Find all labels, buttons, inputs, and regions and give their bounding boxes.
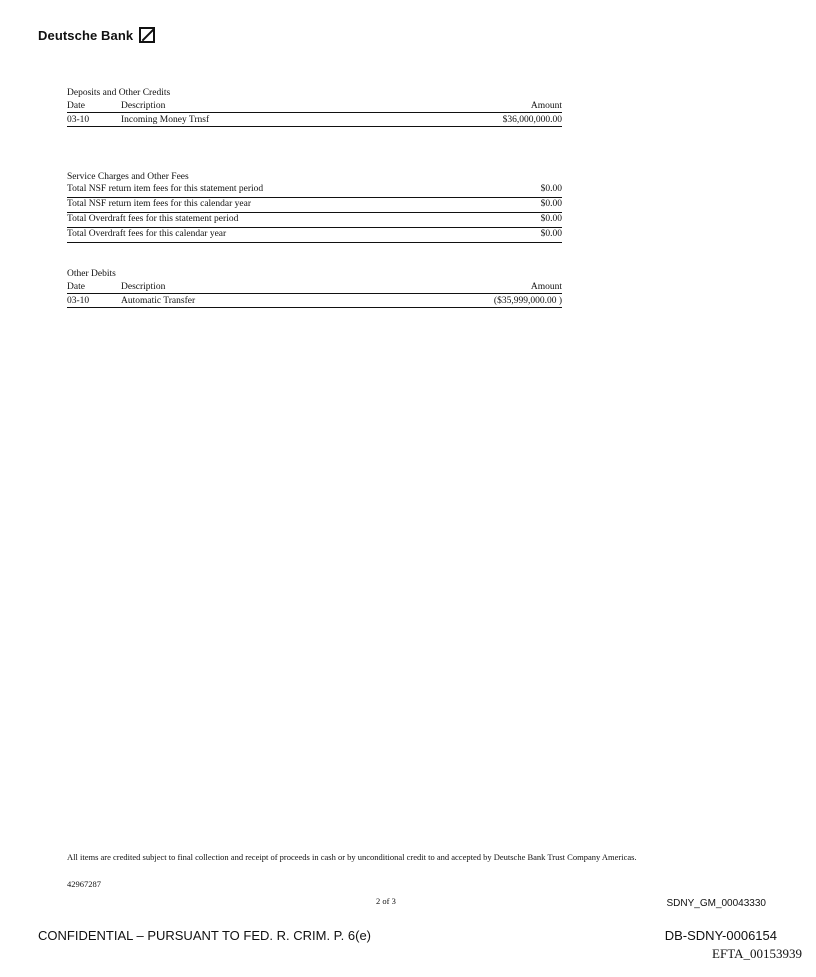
fee-label: Total Overdraft fees for this calendar year xyxy=(67,229,227,239)
fee-label: Total NSF return item fees for this statement period xyxy=(67,184,264,194)
col-date: Date xyxy=(67,282,85,292)
debits-title: Other Debits xyxy=(67,269,116,279)
row-description: Automatic Transfer xyxy=(121,296,196,306)
col-date: Date xyxy=(67,101,85,111)
col-description: Description xyxy=(121,282,166,292)
fee-amount: $0.00 xyxy=(540,184,562,194)
row-description: Incoming Money Trnsf xyxy=(121,115,210,125)
fees-section xyxy=(67,171,562,243)
sdny-bates-number: SDNY_GM_00043330 xyxy=(666,898,766,909)
deposits-section xyxy=(67,87,562,127)
account-reference: 42967287 xyxy=(67,879,101,889)
col-description: Description xyxy=(121,101,166,111)
debits-header-row xyxy=(67,280,562,294)
row-date: 03-10 xyxy=(67,115,90,125)
fee-amount: $0.00 xyxy=(540,229,562,239)
table-row xyxy=(67,294,562,308)
db-bates-number: DB-SDNY-0006154 xyxy=(664,928,777,943)
table-row xyxy=(67,228,562,243)
bank-name: Deutsche Bank xyxy=(38,27,134,43)
table-row xyxy=(67,213,562,228)
row-date: 03-10 xyxy=(67,296,90,306)
fee-label: Total Overdraft fees for this statement period xyxy=(67,214,239,224)
col-amount: Amount xyxy=(530,101,562,111)
page-number: 2 of 3 xyxy=(376,896,396,906)
fee-amount: $0.00 xyxy=(540,214,562,224)
fee-label: Total NSF return item fees for this calendar year xyxy=(67,199,251,209)
footer-note: All items are credited subject to final collection and receipt of proceeds in cash or by unconditional credit to and accepted by Deutsche Bank Trust Company Americas. xyxy=(67,852,637,862)
fees-title: Service Charges and Other Fees xyxy=(67,172,189,182)
deutsche-bank-slash-box-icon xyxy=(139,27,155,43)
fee-amount: $0.00 xyxy=(540,199,562,209)
debits-section xyxy=(67,268,562,308)
col-amount: Amount xyxy=(530,282,562,292)
table-row xyxy=(67,183,562,198)
efta-number: EFTA_00153939 xyxy=(712,946,802,961)
deposits-title: Deposits and Other Credits xyxy=(67,88,171,98)
confidential-notice: CONFIDENTIAL – PURSUANT TO FED. R. CRIM. P. 6(e) xyxy=(38,928,372,943)
table-row xyxy=(67,113,562,127)
deposits-header-row xyxy=(67,99,562,113)
row-amount: ($35,999,000.00 ) xyxy=(493,296,562,306)
bank-logo xyxy=(38,27,155,43)
row-amount: $36,000,000.00 xyxy=(502,115,562,125)
table-row xyxy=(67,198,562,213)
